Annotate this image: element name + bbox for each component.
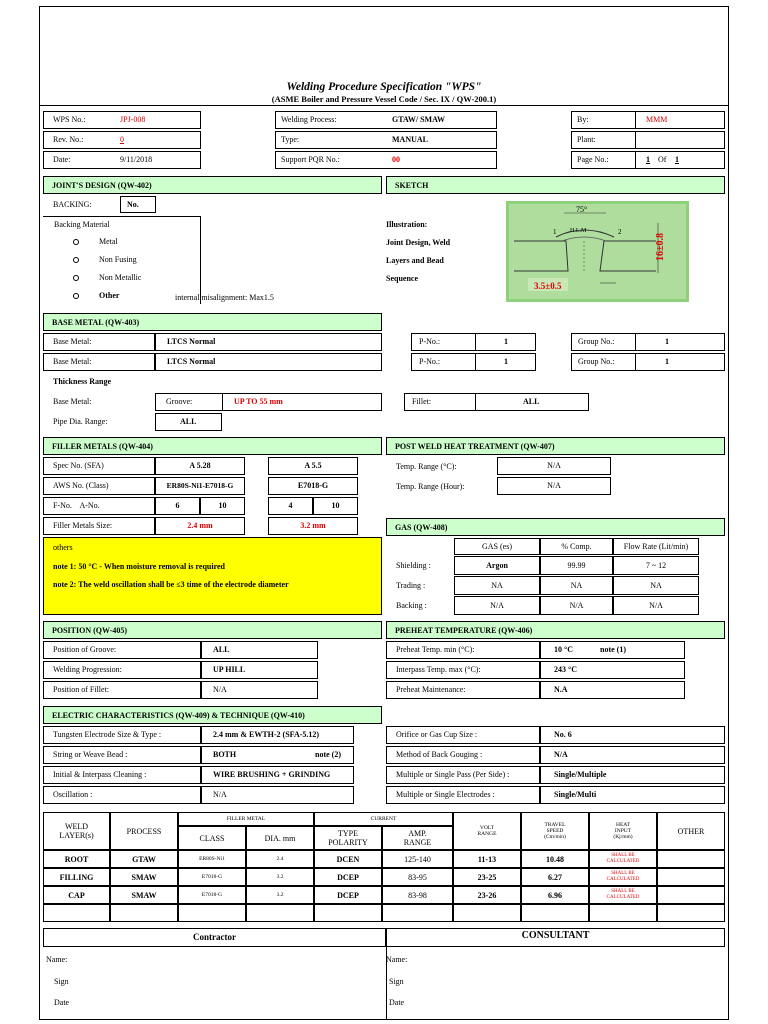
gas-row-1-comp: 99.99 [540, 556, 613, 575]
type-box [275, 131, 497, 149]
tungsten-label: Tungsten Electrode Size & Type : [53, 730, 162, 739]
illustration-line-2: Joint Design, Weld [386, 238, 451, 247]
group-no-2-divider [635, 353, 636, 371]
string-value: BOTH [213, 750, 237, 759]
table-cell-volt: 23-25 [453, 868, 521, 886]
consultant-name: Name: [386, 955, 408, 964]
th-volt-range: VOLT RANGE [453, 812, 521, 850]
p-no-2-label: P-No.: [419, 357, 441, 366]
option-metal: Metal [99, 237, 118, 246]
elec-value: Single/Multi [554, 790, 597, 799]
option-non-metallic: Non Metallic [99, 273, 142, 282]
table-cell-speed: 10.48 [521, 850, 589, 868]
f1-value: 6 [175, 501, 180, 510]
preheat-maint-value: N.A [554, 685, 568, 694]
process-label: Welding Process: [281, 115, 337, 124]
header-divider [39, 105, 729, 106]
base-metal-1-label: Base Metal: [53, 337, 92, 346]
table-cell-type: DCEP [314, 868, 382, 886]
pipe-dia-value: ALL [180, 417, 197, 426]
table-cell-amp: 83-95 [382, 868, 453, 886]
table-cell-layer: CAP [43, 886, 110, 904]
gas-row-1-flow: 7 ~ 12 [613, 556, 699, 575]
gas-header-flow: Flow Rate (Lit/min) [613, 538, 699, 555]
pwht-hour-label: Temp. Range (Hour): [396, 482, 465, 491]
groove-divider [222, 393, 223, 411]
base-metal-2-label: Base Metal: [53, 357, 92, 366]
consultant-title: CONSULTANT [521, 930, 590, 941]
table-cell-amp: 83-98 [382, 886, 453, 904]
by-label: By: [577, 115, 589, 124]
table-cell-process: SMAW [110, 886, 178, 904]
table-cell-type [314, 904, 382, 922]
table-cell-dia [246, 904, 314, 922]
base-metal-2-value: LTCS Normal [167, 357, 216, 366]
table-cell-dia: 3.2 [246, 886, 314, 904]
table-cell-heat: SHALL BE CALCULATED [589, 886, 657, 904]
string-label: String or Weave Bead : [53, 750, 128, 759]
preheat-min-value: 10 °C [554, 645, 573, 654]
groove-label: Groove: [166, 397, 193, 406]
gas-row-3-label: Backing : [396, 601, 427, 610]
date-label: Date: [53, 155, 71, 164]
th-current: CURRENT [314, 812, 453, 826]
table-cell-class: E7018-G [178, 868, 246, 886]
osc-value: N/A [213, 790, 227, 799]
illustration-line-4: Sequence [386, 274, 418, 283]
option-non-fusing: Non Fusing [99, 255, 137, 264]
type-value: MANUAL [392, 135, 428, 144]
pass-value: Single/Multiple [554, 770, 607, 779]
clean-label: Initial & Interpass Cleaning : [53, 770, 147, 779]
size-1-value: 2.4 mm [187, 521, 213, 530]
doc-subtitle: (ASME Boiler and Pressure Vessel Code / Sec. IX / QW-200.1) [271, 94, 497, 104]
a2-value: 10 [331, 501, 340, 510]
gas-row-2-gas: NA [454, 576, 540, 595]
notes-box [43, 537, 382, 615]
table-cell-volt [453, 904, 521, 922]
pqr-label: Support PQR No.: [281, 155, 340, 164]
table-cell-layer: ROOT [43, 850, 110, 868]
electric-title: ELECTRIC CHARACTERISTICS (QW-409) & TECHNIQUE (QW-410) [43, 706, 382, 724]
sketch-title: SKETCH [386, 176, 725, 194]
aws-label: AWS No. (Class) [53, 481, 109, 490]
preheat-min-label: Preheat Temp. min (°C): [396, 645, 475, 654]
size-label: Filler Metals Size: [53, 521, 113, 530]
backing-material-label: Backing Material [54, 220, 110, 229]
pos-fillet-value: N/A [213, 685, 227, 694]
radio-non-metallic[interactable] [73, 275, 79, 281]
table-cell-volt: 11-13 [453, 850, 521, 868]
tungsten-value: 2.4 mm & EWTH-2 (SFA-5.12) [213, 730, 320, 739]
plant-divider [635, 131, 636, 149]
table-cell-other [657, 904, 725, 922]
pwht-title: POST WELD HEAT TREATMENT (QW-407) [386, 437, 725, 455]
thickness-base-metal-label: Base Metal: [53, 397, 92, 406]
table-cell-dia: 2.4 [246, 850, 314, 868]
radio-non-fusing[interactable] [73, 257, 79, 263]
wps-no-label: WPS No.: [53, 115, 86, 124]
radio-other[interactable] [73, 293, 79, 299]
group-no-2-label: Group No.: [578, 357, 615, 366]
group-no-1-label: Group No.: [578, 337, 615, 346]
process-value: GTAW/ SMAW [392, 115, 445, 124]
preheat-max-value: 243 °C [554, 665, 577, 674]
p-no-1-value: 1 [504, 337, 508, 346]
sketch-layer-1: 1 [553, 228, 557, 236]
p-no-2-divider [475, 353, 476, 371]
table-cell-volt: 23-26 [453, 886, 521, 904]
th-class: CLASS [178, 826, 246, 850]
th-dia: DIA. mm [246, 826, 314, 850]
pos-groove-label: Position of Groove: [53, 645, 117, 654]
consultant-sign: Sign [389, 977, 404, 986]
thickness-range-label: Thickness Range [53, 377, 112, 386]
others-label: others [53, 543, 73, 552]
th-travel-speed: TRAVEL SPEED (Cm/min) [521, 812, 589, 850]
spec-1-value: A 5.28 [189, 461, 211, 470]
gas-title: GAS (QW-408) [386, 518, 725, 536]
table-cell-other [657, 850, 725, 868]
th-type-polarity: TYPE POLARITY [314, 826, 382, 850]
table-cell-layer [43, 904, 110, 922]
rev-value: 0 [120, 135, 124, 144]
th-process: PROCESS [110, 812, 178, 850]
table-cell-dia: 3.2 [246, 868, 314, 886]
th-filler-metal: FILLER METAL [178, 812, 314, 826]
base-metal-title: BASE METAL (QW-403) [43, 313, 382, 331]
contractor-sign: Sign [54, 977, 69, 986]
page-divider [635, 151, 636, 169]
contractor-name: Name: [46, 955, 68, 964]
pipe-dia-label: Pipe Dia. Range: [53, 417, 108, 426]
sketch-hlm-label: H.L.M [570, 228, 587, 234]
th-weld-layer: WELD LAYER(s) [43, 812, 110, 850]
table-cell-amp [382, 904, 453, 922]
aws-1-value: ER80S-Ni1-E7018-G [166, 481, 234, 490]
p-no-2-value: 1 [504, 357, 508, 366]
gas-header-comp: % Comp. [540, 538, 613, 555]
page-b: 1 [675, 155, 679, 164]
note-2: note 2: The weld oscillation shall be ≤3 time of the electrode diameter [53, 580, 289, 589]
filler-title: FILLER METALS (QW-404) [43, 437, 382, 455]
table-cell-speed [521, 904, 589, 922]
sketch-layer-2: 2 [618, 228, 622, 236]
table-cell-process [110, 904, 178, 922]
orifice-label: Orifice or Gas Cup Size : [396, 730, 478, 739]
table-cell-speed: 6.96 [521, 886, 589, 904]
gas-header-gas: GAS (es) [454, 538, 540, 555]
table-cell-class: E7018-G [178, 886, 246, 904]
table-cell-layer: FILLING [43, 868, 110, 886]
contractor-title: Contractor [193, 932, 236, 942]
group-no-2-value: 1 [665, 357, 669, 366]
osc-label: Oscillation : [53, 790, 93, 799]
gouge-label: Method of Back Gouging : [396, 750, 483, 759]
gas-row-1-gas: Argon [454, 556, 540, 575]
aws-2-value: E7018-G [297, 481, 329, 490]
rev-label: Rev. No.: [53, 135, 84, 144]
fillet-divider [475, 393, 476, 411]
groove-value: UP TO 55 mm [234, 397, 283, 406]
table-cell-speed: 6.27 [521, 868, 589, 886]
table-cell-class [178, 904, 246, 922]
pwht-hour-value: N/A [547, 481, 561, 490]
size-2-value: 3.2 mm [300, 521, 326, 530]
table-cell-other [657, 886, 725, 904]
gouge-value: N/A [554, 750, 568, 759]
preheat-maint-label: Preheat Maintenance: [396, 685, 466, 694]
doc-title: Welding Procedure Specification "WPS" [286, 81, 482, 93]
gas-row-2-label: Trading : [396, 581, 426, 590]
preheat-min-note: note (1) [600, 645, 626, 654]
p-no-1-divider [475, 333, 476, 351]
page-a: 1 [646, 155, 650, 164]
fillet-label: Fillet: [412, 397, 432, 406]
type-label: Type: [281, 135, 300, 144]
gas-row-1-label: Shielding : [396, 561, 431, 570]
sketch-thickness: 16±0.8 [655, 233, 666, 261]
table-cell-process: GTAW [110, 850, 178, 868]
pwht-temp-label: Temp. Range (°C): [396, 462, 457, 471]
fillet-value: ALL [523, 397, 540, 406]
consultant-date: Date [389, 998, 405, 1007]
misalignment-text: internal misalignment: Max1.5 [175, 293, 274, 302]
table-cell-type: DCEP [314, 886, 382, 904]
sketch-root: 3.5±0.5 [534, 281, 562, 291]
backing-label: BACKING: [53, 200, 92, 209]
plant-label: Plant: [577, 135, 596, 144]
table-cell-heat: SHALL BE CALCULATED [589, 868, 657, 886]
radio-metal[interactable] [73, 239, 79, 245]
illustration-line-1: Illustration: [386, 220, 428, 229]
backing-value: No. [127, 200, 139, 209]
group-no-1-divider [635, 333, 636, 351]
base-metal-1-value: LTCS Normal [167, 337, 216, 346]
string-note: note (2) [315, 750, 341, 759]
pqr-value: 00 [392, 155, 400, 164]
th-other: OTHER [657, 812, 725, 850]
pwht-temp-value: N/A [547, 461, 561, 470]
group-no-1-value: 1 [665, 337, 669, 346]
joint-sketch [506, 201, 689, 302]
orifice-value: No. 6 [554, 730, 572, 739]
th-amp-range: AMP. RANGE [382, 826, 453, 850]
table-cell-heat [589, 904, 657, 922]
table-cell-other [657, 868, 725, 886]
table-cell-heat: SHALL BE CALCULATED [589, 850, 657, 868]
gas-row-3-comp: N/A [540, 596, 613, 615]
page-label: Page No.: [577, 155, 609, 164]
sketch-angle-label: 75° [576, 205, 588, 214]
illustration-line-3: Layers and Bead [386, 256, 444, 265]
f2-value: 4 [288, 501, 293, 510]
spec-2-value: A 5.5 [304, 461, 322, 470]
pass-label: Multiple or Single Pass (Per Side) : [396, 770, 510, 779]
th-heat-input: HEAT INPUT (Kj/mm) [589, 812, 657, 850]
pos-prog-label: Welding Progression: [53, 665, 122, 674]
pos-fillet-label: Position of Fillet: [53, 685, 110, 694]
p-no-1-label: P-No.: [419, 337, 441, 346]
note-1: note 1: 50 °C - When moisture removal is required [53, 562, 226, 571]
position-title: POSITION (QW-405) [43, 621, 382, 639]
preheat-max-label: Interpass Temp. max (°C): [396, 665, 481, 674]
pos-prog-value: UP HILL [213, 665, 246, 674]
fillet-box [404, 393, 589, 411]
clean-value: WIRE BRUSHING + GRINDING [213, 770, 331, 779]
by-divider [635, 111, 636, 129]
preheat-title: PREHEAT TEMPERATURE (QW-406) [386, 621, 725, 639]
fno-label: F-No. A-No. [53, 501, 100, 510]
table-cell-type: DCEN [314, 850, 382, 868]
table-cell-process: SMAW [110, 868, 178, 886]
gas-row-2-comp: NA [540, 576, 613, 595]
a1-value: 10 [218, 501, 227, 510]
table-cell-class: ER80S-Ni1 [178, 850, 246, 868]
gas-row-2-flow: NA [613, 576, 699, 595]
table-cell-amp: 125-140 [382, 850, 453, 868]
elec-label: Multiple or Single Electrodes : [396, 790, 495, 799]
option-other: Other [99, 291, 120, 300]
pos-groove-value: ALL [213, 645, 230, 654]
joints-title: JOINT'S DESIGN (QW-402) [43, 176, 382, 194]
wps-no-value: JPJ-008 [120, 115, 146, 124]
date-value: 9/11/2018 [120, 155, 153, 164]
gas-row-3-flow: N/A [613, 596, 699, 615]
by-value: MMM [646, 115, 668, 124]
page-of: Of [658, 155, 667, 164]
gas-row-3-gas: N/A [454, 596, 540, 615]
contractor-date: Date [54, 998, 70, 1007]
spec-label: Spec No. (SFA) [53, 461, 104, 470]
